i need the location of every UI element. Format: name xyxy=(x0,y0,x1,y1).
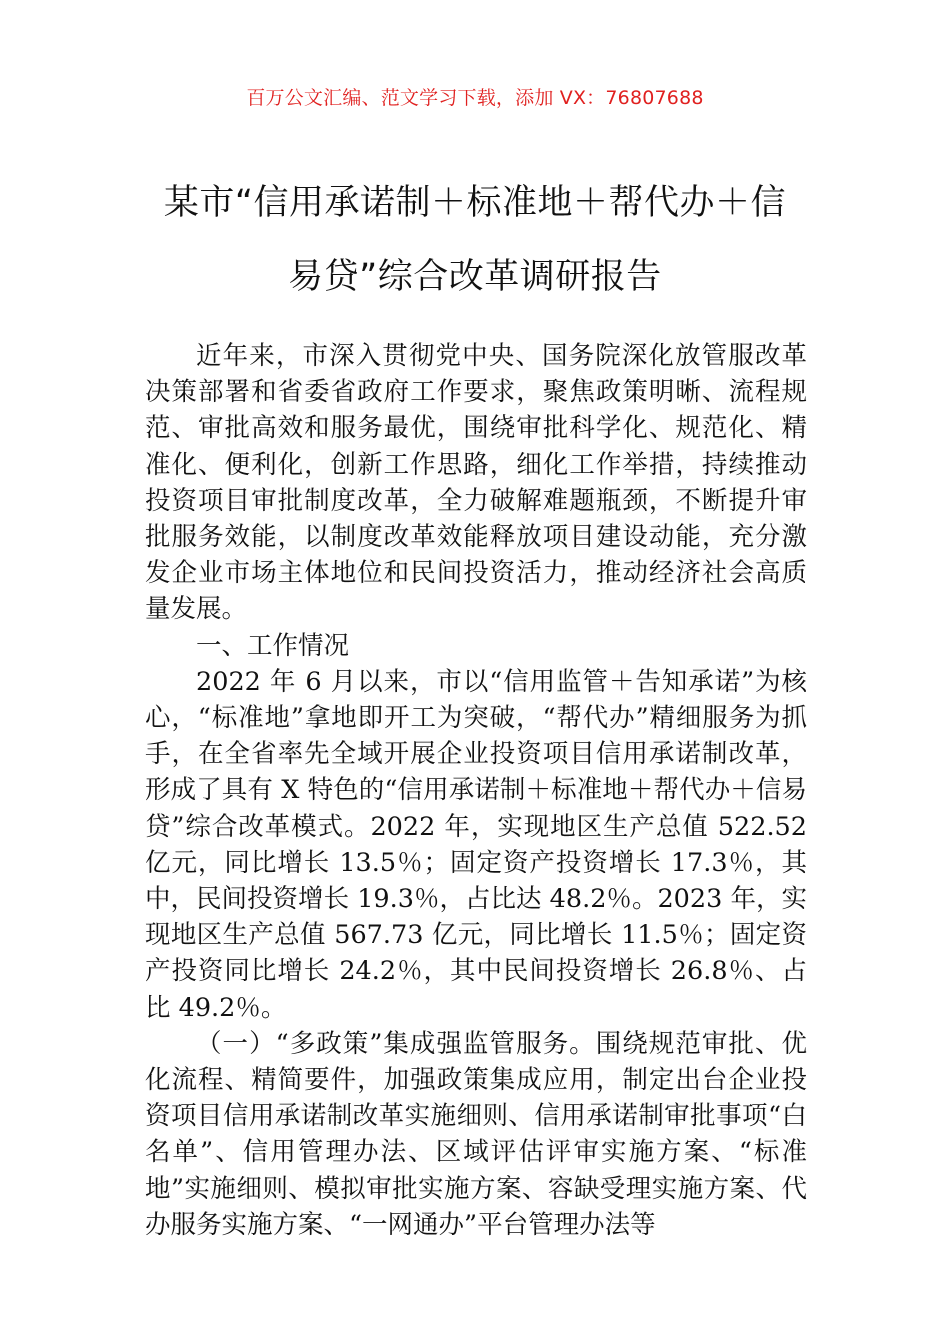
paragraph-intro: 近年来，市深入贯彻党中央、国务院深化放管服改革决策部署和省委省政府工作要求，聚焦政策明晰、流程规范、审批高效和服务最优，围绕审批科学化、规范化、精准化、便利化，创新工作思路，细化工作举措，持续推动投资项目审批制度改革，全力破解难题瓶颈，不断提升审批服务效能，以制度改革效能释放项目建设动能，充分激发企业市场主体地位和民间投资活力，推动经济社会高质量发展。 xyxy=(145,341,807,625)
paragraph-work-status: 2022 年 6 月以来，市以“信用监管＋告知承诺”为核心，“标准地”拿地即开工为突破，“帮代办”精细服务为抓手，在全省率先全域开展企业投资项目信用承诺制改革，形成了具有 X 特色的“信用承诺制＋标准地＋帮代办＋信易贷”综合改革模式。2022 年，实现地区生产总值 522.52 亿元，同比增长 13.5％；固定资产投资增长 17.3％，其中，民间投资增长 19.3％，占比达 48.2％。2023 年，实现地区生产总值 567.73 亿元，同比增长 11.5％；固定资产投资同比增长 24.2％，其中民间投资增长 26.8％、占比 49.2％。 xyxy=(145,666,807,1023)
title-line-1: 某市“信用承诺制＋标准地＋帮代办＋信 xyxy=(163,183,787,223)
section-heading-work-status: 一、工作情况 xyxy=(196,630,350,661)
document-title xyxy=(145,166,805,314)
paragraph-subsection-1: （一）“多政策”集成强监管服务。围绕规范审批、优化流程、精简要件，加强政策集成应用，制定出台企业投资项目信用承诺制改革实施细则、信用承诺制审批事项“白名单”、信用管理办法、区域评估评审实施方案、“标准地”实施细则、模拟审批实施方案、容缺受理实施方案、代办服务实施方案、“一网通办”平台管理办法等 xyxy=(145,1028,807,1240)
title-line-2: 易贷”综合改革调研报告 xyxy=(288,257,662,297)
watermark-header: 百万公文汇编、范文学习下载，添加 VX：76807688 xyxy=(246,87,704,109)
document-body xyxy=(145,338,807,1243)
